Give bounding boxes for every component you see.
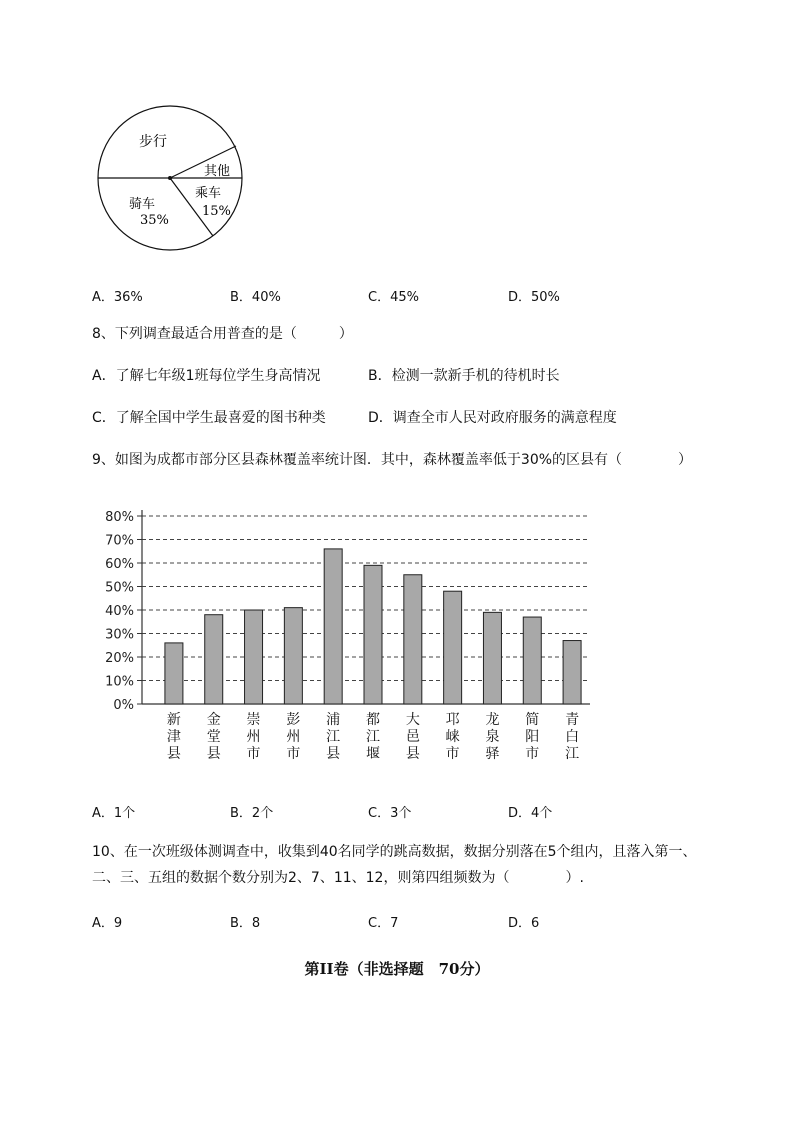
q10-stem-line1: 10、在一次班级体测调查中，收集到40名同学的跳高数据，数据分别落在5个组内，且落入第一、 bbox=[92, 844, 697, 860]
pie-chart bbox=[92, 100, 252, 260]
x-tick-label: 江 bbox=[565, 746, 580, 762]
x-tick-label: 市 bbox=[525, 746, 540, 762]
x-tick-label: 市 bbox=[286, 746, 301, 762]
section-title: 第II卷（非选择题 70分） bbox=[304, 960, 490, 978]
x-tick-label: 州 bbox=[286, 729, 301, 745]
x-tick-label: 县 bbox=[405, 746, 420, 762]
x-tick-label: 金 bbox=[206, 712, 221, 728]
q7-option-b: B．40% bbox=[230, 290, 281, 305]
x-tick-label: 邛 bbox=[445, 712, 460, 728]
x-tick-label: 江 bbox=[366, 729, 380, 745]
x-tick-label: 崃 bbox=[445, 729, 460, 745]
pie-label-other: 其他 bbox=[204, 164, 231, 179]
bar bbox=[404, 575, 422, 704]
bar bbox=[523, 617, 541, 704]
bar bbox=[364, 565, 382, 704]
pie-label-walk: 步行 bbox=[139, 134, 167, 150]
q9-option-a: A．1个 bbox=[92, 806, 136, 821]
q9-stem: 9、如图为成都市部分区县森林覆盖率统计图．其中，森林覆盖率低于30%的区县有（ ） bbox=[92, 452, 693, 468]
x-tick-label: 都 bbox=[366, 712, 380, 728]
x-tick-label: 龙 bbox=[485, 712, 500, 728]
y-tick-label: 20% bbox=[105, 651, 134, 666]
y-tick-label: 40% bbox=[105, 604, 134, 619]
q9-option-b: B．2个 bbox=[230, 806, 274, 821]
x-tick-label: 市 bbox=[246, 746, 261, 762]
bar bbox=[284, 608, 302, 704]
x-tick-label: 县 bbox=[206, 746, 221, 762]
q10-stem-line2: 二、三、五组的数据个数分别为2、7、11、12，则第四组频数为（ ）. bbox=[92, 870, 584, 886]
y-tick-label: 30% bbox=[105, 627, 134, 643]
bar bbox=[483, 612, 501, 704]
q8-option-b: B．检测一款新手机的待机时长 bbox=[368, 368, 560, 384]
q10-option-d: D．6 bbox=[508, 916, 540, 931]
bar bbox=[205, 615, 223, 704]
bar bbox=[563, 641, 581, 704]
q7-option-d: D．50% bbox=[508, 290, 560, 305]
x-tick-label: 堰 bbox=[366, 746, 380, 762]
pie-label-bike: 骑车 bbox=[129, 197, 156, 212]
q10-option-a: A．9 bbox=[92, 916, 123, 931]
x-tick-label: 驿 bbox=[485, 746, 500, 762]
x-tick-label: 堂 bbox=[206, 729, 221, 745]
q10-option-b: B．8 bbox=[230, 916, 261, 931]
x-tick-label: 市 bbox=[445, 746, 460, 762]
bar bbox=[245, 610, 263, 704]
q7-option-c: C．45% bbox=[368, 290, 419, 305]
x-tick-label: 邑 bbox=[405, 729, 420, 745]
x-tick-label: 江 bbox=[326, 729, 341, 745]
y-tick-label: 80% bbox=[105, 510, 134, 525]
q8-option-d: D．调查全市人民对政府服务的满意程度 bbox=[368, 410, 617, 426]
y-tick-label: 50% bbox=[105, 580, 134, 596]
x-tick-label: 浦 bbox=[326, 712, 341, 728]
pie-center-dot bbox=[168, 176, 172, 180]
y-tick-label: 10% bbox=[105, 674, 134, 690]
x-tick-label: 县 bbox=[326, 746, 341, 762]
x-tick-label: 津 bbox=[166, 729, 181, 745]
x-tick-label: 县 bbox=[166, 746, 181, 762]
x-tick-label: 简 bbox=[525, 712, 540, 728]
x-tick-label: 新 bbox=[166, 712, 181, 728]
y-tick-label: 0% bbox=[113, 698, 134, 713]
x-tick-label: 彭 bbox=[286, 712, 301, 728]
x-tick-label: 阳 bbox=[525, 729, 540, 745]
y-tick-label: 70% bbox=[105, 533, 134, 549]
x-tick-label: 大 bbox=[405, 712, 420, 728]
q8-option-a: A．了解七年级1班每位学生身高情况 bbox=[92, 368, 321, 384]
q7-option-a: A．36% bbox=[92, 290, 143, 305]
x-tick-label: 州 bbox=[246, 729, 261, 745]
bar bbox=[324, 549, 342, 704]
q9-option-d: D．4个 bbox=[508, 806, 553, 821]
q8-option-c: C．了解全国中学生最喜爱的图书种类 bbox=[92, 410, 326, 426]
x-tick-label: 白 bbox=[565, 729, 580, 745]
bar bbox=[165, 643, 183, 704]
bar bbox=[444, 591, 462, 704]
x-tick-label: 泉 bbox=[485, 729, 500, 745]
q10-option-c: C．7 bbox=[368, 916, 399, 931]
q8-stem: 8、下列调查最适合用普查的是（ ） bbox=[92, 326, 353, 342]
pie-label-bus: 乘车 bbox=[195, 186, 222, 201]
bar-chart bbox=[90, 500, 610, 780]
x-tick-label: 崇 bbox=[246, 712, 261, 728]
x-tick-label: 青 bbox=[565, 712, 580, 728]
pie-value-bus: 15% bbox=[202, 204, 231, 219]
q9-option-c: C．3个 bbox=[368, 806, 412, 821]
pie-value-bike: 35% bbox=[140, 213, 169, 228]
y-tick-label: 60% bbox=[105, 557, 134, 572]
